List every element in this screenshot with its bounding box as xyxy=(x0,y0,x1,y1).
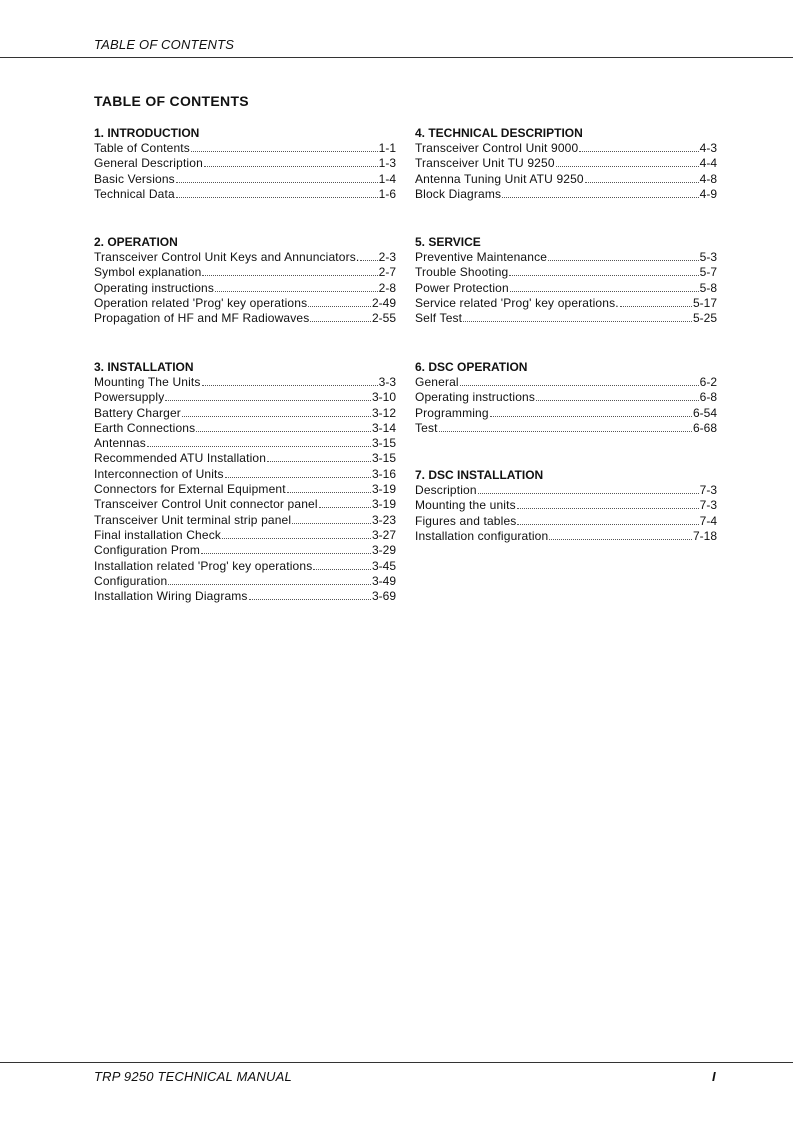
section-heading: 1. INTRODUCTION xyxy=(94,126,200,140)
toc-entry-page: 4-4 xyxy=(699,156,717,171)
toc-section-introduction xyxy=(94,126,396,202)
dot-leader xyxy=(502,188,699,198)
dot-leader xyxy=(620,297,692,307)
dot-leader xyxy=(360,251,377,261)
toc-entry[interactable] xyxy=(415,498,717,513)
toc-entry-label: Propagation of HF and MF Radiowaves xyxy=(94,311,310,326)
dot-leader xyxy=(319,498,371,508)
toc-entry[interactable] xyxy=(94,467,396,482)
dot-leader xyxy=(556,157,699,167)
toc-entry-label: Antenna Tuning Unit ATU 9250 xyxy=(415,171,584,186)
toc-section-technical-description xyxy=(415,126,717,202)
toc-entry-label: Installation related 'Prog' key operations xyxy=(94,558,313,573)
toc-entry-page: 4-8 xyxy=(699,171,717,186)
section-heading: 2. OPERATION xyxy=(94,235,178,249)
toc-entry-label: Basic Versions xyxy=(94,171,175,186)
toc-entry-label: Transceiver Unit terminal strip panel xyxy=(94,512,292,527)
toc-entry[interactable] xyxy=(415,390,717,405)
dot-leader xyxy=(182,407,371,417)
toc-entry-label: Power Protection xyxy=(415,280,509,295)
toc-entry[interactable] xyxy=(94,574,396,589)
toc-entry-label: Preventive Maintenance xyxy=(415,250,548,264)
toc-entry[interactable] xyxy=(94,559,396,574)
toc-entry-page: 5-7 xyxy=(699,265,717,280)
toc-entry-label: Description xyxy=(415,483,477,497)
toc-entry[interactable] xyxy=(415,250,717,265)
section-heading: 7. DSC INSTALLATION xyxy=(415,468,544,482)
toc-entry[interactable] xyxy=(415,529,717,544)
toc-entry[interactable] xyxy=(415,375,717,390)
toc-entry[interactable] xyxy=(94,390,396,405)
dot-leader xyxy=(201,544,371,554)
dot-leader xyxy=(536,391,699,401)
toc-entry-page: 3-69 xyxy=(371,589,396,604)
toc-entry[interactable] xyxy=(415,281,717,296)
toc-entry-page: 1-1 xyxy=(378,141,396,155)
toc-entry[interactable] xyxy=(94,497,396,512)
dot-leader xyxy=(191,142,378,152)
toc-entry[interactable] xyxy=(415,265,717,280)
running-footer-title: TRP 9250 TECHNICAL MANUAL xyxy=(94,1069,292,1084)
dot-leader xyxy=(204,157,378,167)
toc-entry-page: 5-17 xyxy=(692,295,717,310)
toc-entry[interactable] xyxy=(94,375,396,390)
dot-leader xyxy=(222,529,371,539)
dot-leader xyxy=(509,266,698,276)
toc-entry[interactable] xyxy=(415,406,717,421)
toc-entry[interactable] xyxy=(94,482,396,497)
dot-leader xyxy=(196,422,371,432)
dot-leader xyxy=(310,312,371,322)
dot-leader xyxy=(165,391,371,401)
toc-entry-label: Symbol explanation xyxy=(94,265,202,280)
toc-entry-label: Powersupply xyxy=(94,390,165,405)
section-heading: 5. SERVICE xyxy=(415,235,481,249)
dot-leader xyxy=(215,282,378,292)
dot-leader xyxy=(267,452,371,462)
dot-leader xyxy=(579,142,698,152)
toc-entry-label: Installation Wiring Diagrams xyxy=(94,589,248,604)
toc-entry-label: Transceiver Control Unit Keys and Annunciators. xyxy=(94,250,360,264)
toc-entry-label: Earth Connections xyxy=(94,420,196,435)
toc-section-operation xyxy=(94,235,396,326)
section-heading: 3. INSTALLATION xyxy=(94,360,194,374)
toc-entry-page: 4-3 xyxy=(699,141,717,155)
toc-entry-page: 3-49 xyxy=(371,573,396,588)
toc-entry-page: 7-4 xyxy=(699,513,717,528)
toc-entry-page: 3-45 xyxy=(371,558,396,573)
toc-entry-label: General Description xyxy=(94,156,203,171)
dot-leader xyxy=(225,468,371,478)
toc-entry-label: Battery Charger xyxy=(94,405,181,420)
toc-entry[interactable] xyxy=(94,589,396,604)
toc-entry[interactable] xyxy=(94,406,396,421)
dot-leader xyxy=(490,407,692,417)
toc-entry-label: Interconnection of Units xyxy=(94,466,224,481)
toc-entry[interactable] xyxy=(94,513,396,528)
toc-entry[interactable] xyxy=(94,250,396,265)
toc-entry[interactable] xyxy=(415,296,717,311)
toc-entry-label: Transceiver Unit TU 9250 xyxy=(415,156,555,171)
toc-entry-label: Installation configuration xyxy=(415,528,549,543)
toc-entry[interactable] xyxy=(94,156,396,171)
dot-leader xyxy=(463,312,692,322)
toc-entry[interactable] xyxy=(415,141,717,156)
toc-entry-label: Connectors for External Equipment xyxy=(94,482,286,497)
toc-entry-page: 3-23 xyxy=(371,512,396,527)
toc-entry[interactable] xyxy=(94,141,396,156)
toc-entry-page: 3-27 xyxy=(371,527,396,542)
toc-section-installation xyxy=(94,360,396,604)
toc-entry-page: 1-6 xyxy=(378,186,396,201)
dot-leader xyxy=(517,499,699,509)
dot-leader xyxy=(585,173,699,183)
dot-leader xyxy=(517,515,698,525)
toc-entry-label: Operating instructions xyxy=(415,390,536,405)
toc-entry-page: 3-29 xyxy=(371,543,396,558)
toc-entry-label: Antennas xyxy=(94,436,146,451)
toc-entry[interactable] xyxy=(94,311,396,326)
toc-entry[interactable] xyxy=(94,436,396,451)
toc-entry-page: 6-68 xyxy=(692,420,717,435)
toc-entry-page: 2-55 xyxy=(371,311,396,326)
toc-entry-page: 1-3 xyxy=(378,156,396,171)
toc-entry-page: 2-8 xyxy=(378,280,396,295)
dot-leader xyxy=(168,575,371,585)
toc-entry-label: Mounting the units xyxy=(415,498,516,513)
header-rule xyxy=(0,57,793,58)
toc-entry-label: Figures and tables xyxy=(415,513,517,528)
toc-section-dsc-installation xyxy=(415,468,717,544)
toc-entry-label: Test xyxy=(415,420,438,435)
toc-entry[interactable] xyxy=(415,421,717,436)
toc-entry[interactable] xyxy=(415,311,717,326)
toc-section-service xyxy=(415,235,717,326)
page-title: TABLE OF CONTENTS xyxy=(94,93,249,109)
toc-entry[interactable] xyxy=(415,156,717,171)
toc-entry-label: Self Test xyxy=(415,311,463,326)
toc-entry-page: 2-49 xyxy=(371,295,396,310)
toc-entry[interactable] xyxy=(415,187,717,202)
toc-entry-label: Configuration Prom xyxy=(94,543,201,558)
toc-entry-page: 5-3 xyxy=(699,250,717,264)
toc-entry[interactable] xyxy=(415,172,717,187)
toc-entry-label: Recommended ATU Installation xyxy=(94,451,267,466)
toc-entry-page: 3-15 xyxy=(371,451,396,466)
toc-entry-label: Transceiver Control Unit connector panel xyxy=(94,497,318,512)
toc-entry[interactable] xyxy=(94,296,396,311)
toc-entry-label: Operation related 'Prog' key operations xyxy=(94,295,308,310)
dot-leader xyxy=(176,173,378,183)
toc-entry-page: 3-12 xyxy=(371,405,396,420)
toc-entry-label: Technical Data xyxy=(94,186,175,201)
dot-leader xyxy=(202,266,377,276)
toc-entry-label: Table of Contents xyxy=(94,141,190,155)
dot-leader xyxy=(176,188,378,198)
toc-entry-page: 3-15 xyxy=(371,436,396,451)
section-heading: 4. TECHNICAL DESCRIPTION xyxy=(415,126,583,140)
dot-leader xyxy=(249,590,371,600)
toc-entry-page: 4-9 xyxy=(699,186,717,201)
toc-entry-label: Final installation Check xyxy=(94,527,221,542)
toc-entry-label: Configuration xyxy=(94,573,168,588)
toc-entry[interactable] xyxy=(94,543,396,558)
toc-entry-label: Programming xyxy=(415,405,489,420)
dot-leader xyxy=(292,514,371,524)
toc-entry-page: 6-2 xyxy=(699,375,717,389)
toc-entry[interactable] xyxy=(94,187,396,202)
toc-entry-label: Mounting The Units xyxy=(94,375,201,389)
toc-entry[interactable] xyxy=(94,451,396,466)
toc-entry-page: 3-16 xyxy=(371,466,396,481)
dot-leader xyxy=(478,484,699,494)
toc-entry[interactable] xyxy=(94,421,396,436)
dot-leader xyxy=(510,282,699,292)
toc-entry[interactable] xyxy=(94,265,396,280)
toc-entry-page: 5-8 xyxy=(699,280,717,295)
toc-entry-label: General xyxy=(415,375,459,389)
toc-entry[interactable] xyxy=(94,528,396,543)
toc-entry-page: 1-4 xyxy=(378,171,396,186)
dot-leader xyxy=(549,530,692,540)
page-number: I xyxy=(712,1069,716,1084)
toc-entry-page: 6-8 xyxy=(699,390,717,405)
toc-entry-label: Block Diagrams xyxy=(415,186,502,201)
toc-section-dsc-operation xyxy=(415,360,717,436)
toc-entry-page: 7-18 xyxy=(692,528,717,543)
toc-entry-page: 3-19 xyxy=(371,497,396,512)
toc-entry[interactable] xyxy=(415,483,717,498)
toc-entry[interactable] xyxy=(94,172,396,187)
toc-entry-page: 3-3 xyxy=(378,375,396,389)
toc-entry[interactable] xyxy=(415,514,717,529)
toc-entry[interactable] xyxy=(94,281,396,296)
toc-entry-label: Service related 'Prog' key operations. xyxy=(415,295,619,310)
toc-entry-label: Operating instructions xyxy=(94,280,215,295)
toc-entry-label: Transceiver Control Unit 9000 xyxy=(415,141,579,155)
toc-entry-page: 3-14 xyxy=(371,420,396,435)
running-header-title: TABLE OF CONTENTS xyxy=(94,37,235,52)
toc-entry-page: 5-25 xyxy=(692,311,717,326)
dot-leader xyxy=(287,483,371,493)
dot-leader xyxy=(439,422,692,432)
dot-leader xyxy=(202,376,378,386)
dot-leader xyxy=(313,560,371,570)
toc-entry-page: 3-10 xyxy=(371,390,396,405)
dot-leader xyxy=(147,437,371,447)
toc-entry-page: 3-19 xyxy=(371,482,396,497)
dot-leader xyxy=(308,297,371,307)
toc-entry-page: 2-3 xyxy=(378,250,396,264)
dot-leader xyxy=(548,251,699,261)
dot-leader xyxy=(460,376,699,386)
footer-rule xyxy=(0,1062,793,1063)
toc-entry-label: Trouble Shooting xyxy=(415,265,509,280)
toc-entry-page: 6-54 xyxy=(692,405,717,420)
toc-entry-page: 7-3 xyxy=(699,483,717,497)
toc-entry-page: 7-3 xyxy=(699,498,717,513)
section-heading: 6. DSC OPERATION xyxy=(415,360,528,374)
toc-entry-page: 2-7 xyxy=(378,265,396,280)
